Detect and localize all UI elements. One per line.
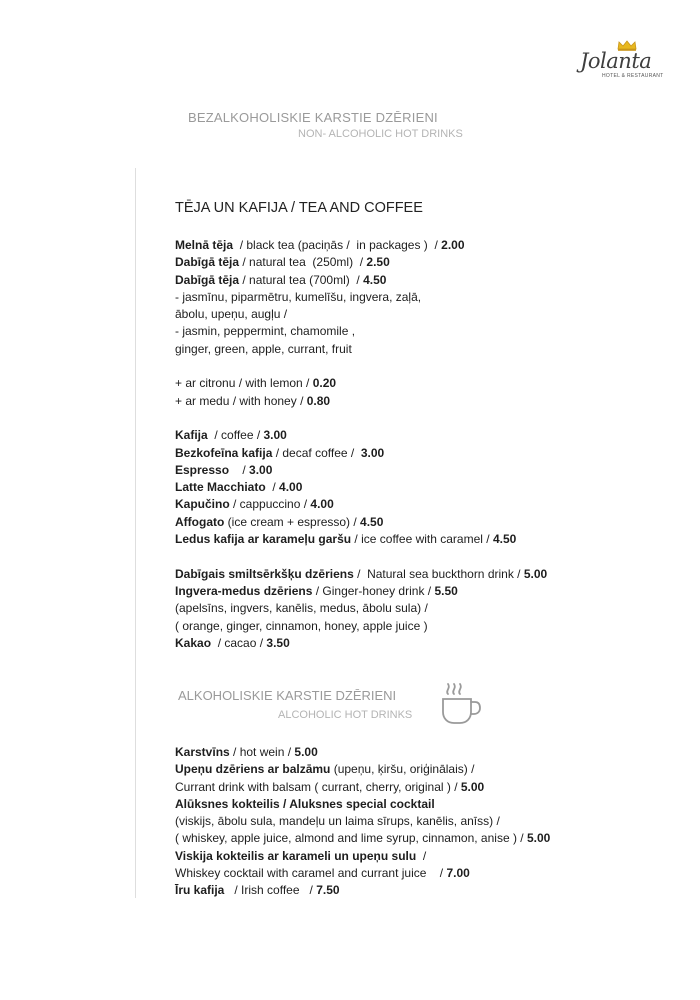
- menu-text-bold: 7.50: [316, 883, 340, 898]
- menu-line: [175, 341, 547, 358]
- menu-line: [175, 306, 547, 323]
- menu-text-bold: 5.00: [523, 566, 548, 581]
- menu-line: [175, 272, 547, 289]
- menu-text-bold: 2.00: [441, 238, 465, 252]
- menu-text-bold: 5.00: [294, 745, 318, 759]
- menu-line: [175, 323, 547, 340]
- menu-text-bold: Espresso: [175, 462, 230, 477]
- menu-text: / natural tea (250ml) /: [239, 255, 367, 270]
- menu-text-bold: Ledus kafija ar karameļu garšu: [175, 532, 352, 547]
- menu-text: - jasmīnu, piparmētru, kumelīšu, ingvera, zaļā,: [175, 289, 422, 304]
- menu-text-bold: 4.50: [360, 514, 384, 529]
- menu-line: [175, 514, 547, 531]
- divider-line: [135, 168, 136, 898]
- menu-text: / Irish coffee /: [224, 883, 317, 898]
- menu-text-bold: 5.00: [460, 779, 485, 794]
- menu-text-bold: 4.00: [310, 497, 334, 512]
- menu-line: [175, 779, 550, 796]
- menu-text-bold: Karstvīns: [175, 745, 230, 759]
- menu-text: / cappuccino /: [229, 497, 311, 512]
- menu-text-bold: Ingvera-medus dzēriens: [175, 583, 313, 598]
- menu-text: / ice coffee with caramel /: [351, 532, 493, 547]
- menu-line: [175, 600, 547, 617]
- logo-name: Jolanta: [580, 49, 652, 73]
- menu-text: Currant drink with balsam ( currant, cherry, original ) /: [175, 779, 461, 794]
- tea-coffee-heading: TĒJA UN KAFIJA / TEA AND COFFEE: [175, 200, 423, 216]
- menu-text: / natural tea (700ml) /: [239, 272, 364, 287]
- menu-text: / hot wein /: [229, 745, 295, 759]
- menu-line: [175, 761, 550, 778]
- menu-line: [175, 865, 550, 882]
- menu-text-bold: 0.20: [312, 376, 337, 391]
- menu-text-bold: 5.50: [434, 583, 458, 598]
- menu-line: [175, 882, 550, 899]
- menu-text: - jasmin, peppermint, chamomile ,: [175, 324, 356, 339]
- menu-text-bold: Alūksnes kokteilis / Aluksnes special cocktail: [175, 796, 435, 811]
- menu-text-bold: 3.00: [263, 428, 287, 443]
- menu-text: ( whiskey, apple juice, almond and lime syrup, cinnamon, anise ) /: [175, 831, 527, 846]
- menu-line: [175, 830, 550, 847]
- menu-text-bold: Dabīgais smiltsērkšķu dzēriens: [175, 566, 354, 581]
- menu-line: [175, 375, 547, 392]
- menu-text-bold: Latte Macchiato: [175, 480, 266, 495]
- menu-text-bold: 3.00: [249, 462, 273, 477]
- menu-text: ( orange, ginger, cinnamon, honey, apple juice ): [175, 618, 428, 633]
- blank-line: [175, 410, 547, 427]
- menu-text-bold: Bezkofeīna kafija: [175, 445, 273, 460]
- section-title-lv: BEZALKOHOLISKIE KARSTIE DZĒRIENI: [188, 110, 438, 125]
- menu-line: [175, 566, 547, 583]
- menu-text: ābolu, upeņu, augļu /: [175, 307, 288, 322]
- menu-text-bold: Affogato: [175, 514, 225, 529]
- menu-text-bold: 7.00: [446, 866, 470, 881]
- menu-line: [175, 583, 547, 600]
- menu-text-bold: 3.50: [266, 635, 290, 650]
- menu-line: [175, 744, 550, 761]
- menu-line: [175, 635, 547, 652]
- menu-text: / decaf coffee /: [272, 445, 361, 460]
- menu-line: [175, 813, 550, 830]
- menu-text: /: [416, 848, 427, 863]
- menu-line: [175, 393, 547, 410]
- section-title-en: NON- ALCOHOLIC HOT DRINKS: [298, 128, 463, 140]
- menu-text: / black tea (paciņās / in packages ) /: [233, 238, 442, 252]
- menu-line: [175, 427, 547, 444]
- menu-text-bold: Kakao: [175, 635, 212, 650]
- menu-text-bold: Īru kafija: [175, 883, 225, 898]
- alcoholic-title-lv: ALKOHOLISKIE KARSTIE DZĒRIENI: [178, 688, 397, 703]
- menu-text-bold: Kafija: [175, 428, 208, 443]
- menu-line: [175, 531, 547, 548]
- menu-text: ginger, green, apple, currant, fruit: [175, 341, 352, 356]
- hotel-logo: [578, 40, 664, 86]
- tea-coffee-list: [175, 237, 547, 652]
- menu-text: Whiskey cocktail with caramel and currant juice /: [175, 866, 447, 881]
- menu-line: [175, 848, 550, 865]
- menu-line: [175, 479, 547, 496]
- menu-line: [175, 796, 550, 813]
- menu-line: [175, 254, 547, 271]
- menu-text: (viskijs, ābolu sula, mandeļu un laima sīrups, kanēlis, anīss) /: [175, 814, 500, 829]
- menu-text-bold: 5.00: [526, 831, 551, 846]
- logo-subtitle: HOTEL & RESTAURANT: [602, 73, 664, 79]
- menu-text: + ar medu / with honey /: [175, 393, 307, 408]
- menu-line: [175, 237, 547, 254]
- menu-text-bold: 4.00: [279, 480, 303, 495]
- menu-text: / coffee /: [207, 428, 264, 443]
- menu-text: / cacao /: [211, 635, 267, 650]
- menu-text: /: [265, 480, 280, 495]
- menu-text: (ice cream + espresso) /: [224, 514, 361, 529]
- menu-text-bold: Viskija kokteilis ar karameli un upeņu sulu: [175, 848, 417, 863]
- menu-text: (upeņu, ķiršu, oriģinālais) /: [330, 762, 475, 777]
- menu-text-bold: Kapučino: [175, 497, 230, 512]
- menu-text: / Ginger-honey drink /: [312, 583, 435, 598]
- blank-line: [175, 548, 547, 565]
- menu-text-bold: Melnā tēja: [175, 238, 234, 252]
- menu-text-bold: Upeņu dzēriens ar balzāmu: [175, 762, 331, 777]
- menu-line: [175, 496, 547, 513]
- menu-text: /: [229, 462, 250, 477]
- menu-text-bold: 3.00: [360, 445, 385, 460]
- menu-text-bold: Dabīgā tēja: [175, 272, 240, 287]
- alcoholic-list: [175, 744, 550, 900]
- blank-line: [175, 358, 547, 375]
- menu-text-bold: 2.50: [366, 255, 390, 270]
- alcoholic-title-en: ALCOHOLIC HOT DRINKS: [278, 709, 413, 721]
- menu-text: / Natural sea buckthorn drink /: [353, 566, 524, 581]
- menu-text: (apelsīns, ingvers, kanēlis, medus, ābolu sula) /: [175, 601, 428, 616]
- menu-line: [175, 445, 547, 462]
- menu-text-bold: 4.50: [492, 532, 517, 547]
- menu-line: [175, 618, 547, 635]
- coffee-cup-icon: [438, 682, 484, 726]
- menu-text-bold: 0.80: [306, 393, 331, 408]
- menu-line: [175, 289, 547, 306]
- menu-text-bold: 4.50: [363, 272, 387, 287]
- menu-text: + ar citronu / with lemon /: [175, 376, 313, 391]
- menu-line: [175, 462, 547, 479]
- menu-text-bold: Dabīgā tēja: [175, 255, 240, 270]
